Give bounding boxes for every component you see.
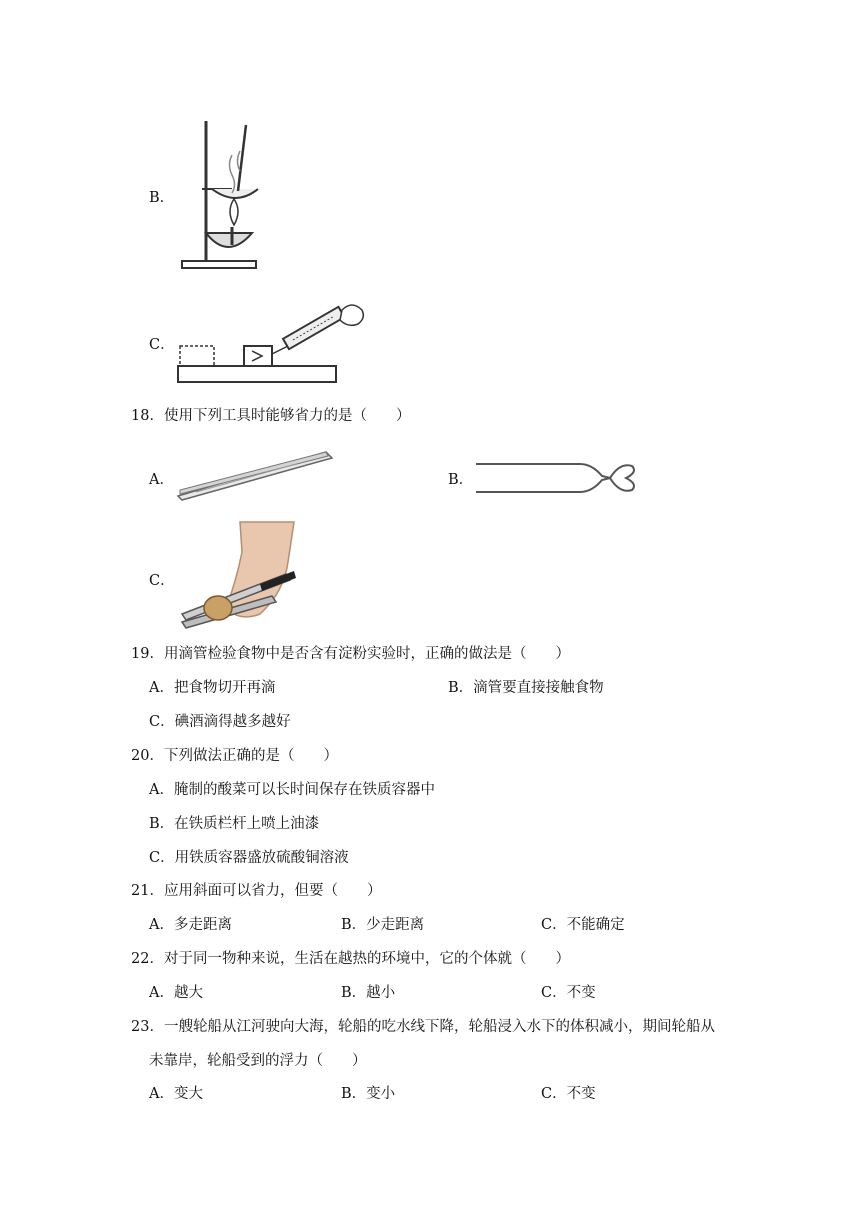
q22-option-a: A．越大 — [149, 985, 203, 1001]
q18-option-b-label: B． — [448, 472, 474, 488]
q19-option-c: C．碘酒滴得越多越好 — [149, 714, 291, 730]
q23-stem-line1: 23．一艘轮船从江河驶向大海，轮船的吃水线下降，轮船浸入水下的体积减小，期间轮船从 — [131, 1019, 715, 1035]
q20-option-c: C．用铁质容器盛放硫酸铜溶液 — [149, 850, 349, 866]
q20-option-a: A．腌制的酸菜可以长时间保存在铁质容器中 — [149, 782, 435, 798]
q18-option-a-label: A． — [149, 472, 174, 488]
tongs-illustration — [470, 458, 640, 498]
q18-option-c-label: C． — [149, 573, 175, 589]
q23-option-a: A．变大 — [149, 1086, 203, 1102]
q21-option-c: C．不能确定 — [541, 917, 625, 933]
tweezers-illustration — [176, 444, 336, 510]
q23-stem-line2: 未靠岸，轮船受到的浮力（ ） — [149, 1053, 367, 1069]
q18-stem: 18．使用下列工具时能够省力的是（ ） — [131, 408, 411, 424]
q21-stem: 21．应用斜面可以省力，但要（ ） — [131, 883, 382, 899]
q21-option-b: B．少走距离 — [341, 917, 425, 933]
q20-option-b: B．在铁质栏杆上喷上油漆 — [149, 816, 320, 832]
q17-option-c-label: C． — [149, 337, 175, 353]
q17-option-b-label: B． — [149, 190, 175, 206]
q21-option-a: A．多走距离 — [149, 917, 232, 933]
spring-scale-block-illustration — [176, 296, 368, 386]
q22-stem: 22．对于同一物种来说，生活在越热的环境中，它的个体就（ ） — [131, 951, 570, 967]
q23-option-b: B．变小 — [341, 1086, 396, 1102]
q23-option-c: C．不变 — [541, 1086, 596, 1102]
nutcracker-illustration — [176, 522, 300, 632]
q19-stem: 19．用滴管检验食物中是否含有淀粉实验时，正确的做法是（ ） — [131, 646, 570, 662]
q22-option-c: C．不变 — [541, 985, 596, 1001]
q19-option-b: B．滴管要直接接触食物 — [448, 680, 604, 696]
q19-option-a: A．把食物切开再滴 — [149, 680, 276, 696]
heating-apparatus-illustration — [176, 115, 271, 273]
q20-stem: 20．下列做法正确的是（ ） — [131, 748, 338, 764]
q22-option-b: B．越小 — [341, 985, 396, 1001]
